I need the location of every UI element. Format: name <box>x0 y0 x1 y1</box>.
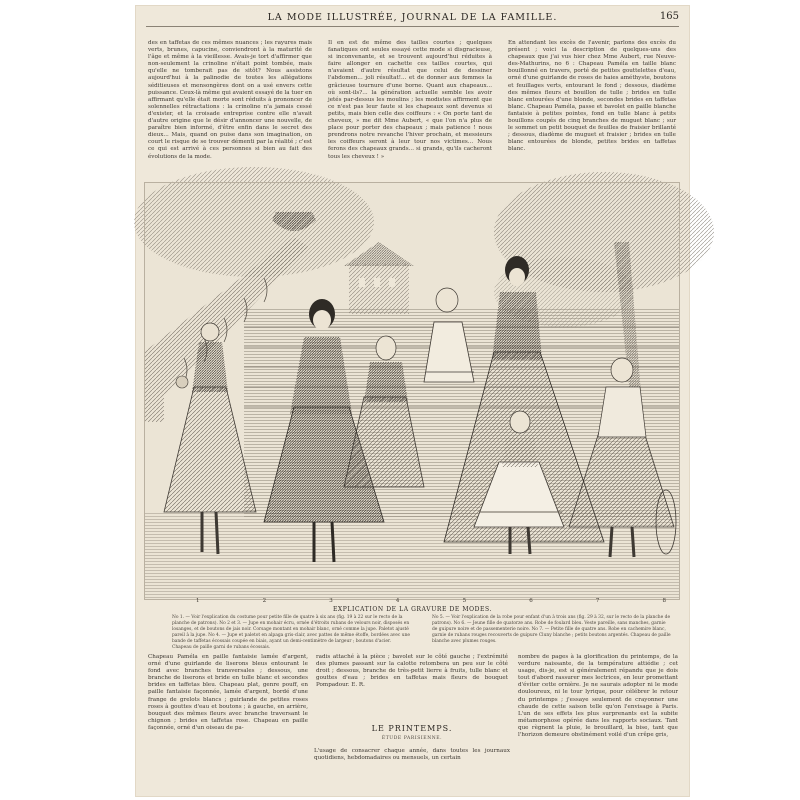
text-column-middle-top <box>328 40 492 160</box>
column-text: En attendant les excès de l'avenir, parlons des excès du présent ; voici la description de quelques-uns des chapeaux que j'ai vus hier chez Mme Aubert, rue Neuve-des-Mathurins, no 6 : Chapeau Paméla en taille blanc bouillonné en travers, porté de petites gouttelettes d'eau, orné d'une guirlande de roses de haies améthyste, boutons et feuillages verts, entourant le fond ; dessous, diadème des mêmes fleurs et bouillon de tulle ; brides en tulle blanc entourées d'une blonde, secondes brides en taffetas blanc. Chapeau Paméla, passe et bavolet en paille blanche fantaisie à petites pointes, fond en tulle blanc à petits bouillons coupés de cinq branches de muguet blanc ; sur le sommet un petit bouquet de feuilles de fraisier brillanté ; dessous, diadème de muguet et fraisier ; brides en tulle blanc entourées de blonde, petites brides en taffetas blanc. <box>508 40 676 153</box>
figure-number: 4 <box>395 598 400 604</box>
text-column-right-bottom <box>518 654 678 794</box>
section-title: LE PRINTEMPS. <box>371 724 453 733</box>
text-column-left-bottom <box>148 654 308 794</box>
column-text: des en taffetas de ces mêmes nuances ; les rayures mais verts, brunes, capucine, conviendront à la maturité de l'âge et même à la vieillesse. Avais-je tort d'affirmer que non-seulement la crinoline n'était point tombée, mais qu'elle ne tomberait pas de sitôt? Nous assistons aujourd'hui à la palinodie de toutes les allégations séditieuses et mensongères dont on a usé envers cette puissance. Ceux-là même qui avaient essayé de la tuer en affirmant qu'elle était morte sont réduits à prononcer de solennelles rétractations : la crinoline n'a jamais cessé d'exister, et la croisade entreprise contre elle n'avait d'autre origine que le désir d'annoncer une nouvelle, de paraître bien informé, d'être enfin dans le secret des dieux... Mais, quand on puise dans son imagination, on court le risque de se trouver démenti par la réalité ; c'est ce qui est arrivé à ces personnes si bien au fait des évolutions de la mode. <box>148 40 312 160</box>
section-subtitle: ÉTUDE PARISIENNE. <box>381 736 443 741</box>
text-column-left-top <box>148 40 312 160</box>
figure-number: 1 <box>196 598 200 604</box>
column-text: nombre de pages à la glorification du printemps, de la verdure naissante, de la température attiédie ; cet usage, dis-je, est si généralement répandu que je dois tout d'abord rassurer mes lectrices, en leur promettant d'éviter cette ornière. Je ne saurais adopter ni le mode douloureux, ni le tour lyrique, pour célébrer le retour du printemps ; j'essaye seulement de crayonner une chaude de cette saison telle qu'on l'envisage à Paris. L'un de ses effets les plus surprenants est la subite métamorphose opérée dans les rapports sociaux. Tant que règnent la pluie, le brouillard, la bise, tant que l'horizon demeure obstinément voilé d'un crêpe gris, <box>518 654 678 739</box>
running-title: LA MODE ILLUSTRÉE, JOURNAL DE LA FAMILLE. <box>267 12 558 23</box>
figure-numbers <box>196 598 666 604</box>
page-number: 165 <box>659 11 679 22</box>
journal-page <box>136 6 689 796</box>
figure-number: 5 <box>462 598 467 604</box>
section-text: L'usage de consacrer chaque année, dans toutes les journaux quotidiens, hebdomadaires ou mensuels, un certain <box>314 748 510 762</box>
figure-number: 3 <box>329 598 333 604</box>
fashion-engraving <box>144 182 680 600</box>
figure-legend-left <box>172 615 412 651</box>
figure-number: 6 <box>529 598 533 604</box>
page-header <box>146 12 679 27</box>
figure-number: 2 <box>262 598 267 604</box>
legend-text: No 5. — Voir l'explication de la robe pour enfant d'un à trois ans (fig. 29 à 32, sur le recto de la planche de patrons). No 6. — Jeune fille de quatorze ans. Robe de foulard bleu. Veste pareille, sans manches, garnie de guipure noire et de passementerie noire. No 7. — Petite fille de quatre ans. Robe en cachemire blanc, garnie de rubans rouges recouverts de guipure Cluny blanche ; petits boutons argentés. Chapeau de paille blanche avec plumes rouges. <box>432 615 671 644</box>
figure-number: 8 <box>662 598 666 604</box>
text-column-right-top <box>508 40 676 153</box>
legend-text: No 1. — Voir l'explication du costume pour petite fille de quatre à six ans (fig. 19 à 22 sur le recto de la planche de patrons). No 2 et 3. — Jupe en mohair écru, ornée d'étroits rubans de velours noir, disposés en losanges, et de boutons de jais noir. Corsage montant en mohair blanc, orné comme la jupe. Paletot ajusté pareil à la jupe. No 4. — Jupe et paletot en alpaga gris-clair, avec pattes de même étoffe, bordées avec une bande de taffetas écossais coupée en biais, ayant un demi-centimètre de largeur ; boutons d'acier. Chapeau de paille garni de rubans écossais. <box>172 615 410 650</box>
figure-number: 7 <box>595 598 600 604</box>
column-text: radis attaché à la pièce ; bavolet sur le côté gauche ; l'extrémité des plumes passant sur la calotte retombera un peu sur le côté droit ; dessous, branche de très-petit lierre à fruits, tulle blanc et gouttes d'eau ; brides en taffetas mais fleurs de bouquet Pompadour. E. R. <box>316 654 508 689</box>
column-text: Il en est de même des tailles courtes ; quelques fanatiques ont seules essayé cette mode si disgracieuse, si inconvenante, et se trouvent aujourd'hui réduites à faire allonger en cachette ces tailles courtes, qui n'avaient d'autre résultat que celui de dessiner l'abdomen... joli résultat!... et de donner aux femmes la grâcieuse tournure d'une borne. Quant aux chapeaux... où sont-ils?... la génération actuelle semble les avoir jetés par-dessus les moulins ; les modistes affirment que ce n'est pas leur faute si les chapeaux sont devenus si petits, mais bien celle des coiffeurs : « On porte tant de cheveux, » me dit Mme Aubert, « que l'on n'a plus de place pour porter des chapeaux ; mais patience ! nous prendrons notre revanche l'hiver prochain, et messieurs les coiffeurs seront à leur tour nos victimes... Nous ferons des chapeaux grands... si grands, qu'ils cacheront tous les cheveux ! » <box>328 40 492 160</box>
figure-caption: EXPLICATION DE LA GRAVURE DE MODES. <box>332 606 493 613</box>
text-column-middle-bottom <box>316 654 508 716</box>
figure-legend-right <box>432 615 672 645</box>
column-text: Chapeau Paméla en paille fantaisie lamée d'argent, orné d'une guirlande de liserons bleus entourant le fond avec branches transversales ; dessous, une branche de liserons et bride en tulle blanc et secondes brides en taffetas bleu. Chapeau plat, genre pouff, en paille fantaisie façonnée, lamée d'argent, bordé d'une frange de grelots blancs ; guirlande de petites roses roses à gouttes d'eau et boutons ; à gauche, en arrière, bouquet des mêmes fleurs avec branche traversant le chignon ; brides en taffetas rose. Chapeau en paille façonnée, orné d'un oiseau de pa- <box>148 654 308 731</box>
